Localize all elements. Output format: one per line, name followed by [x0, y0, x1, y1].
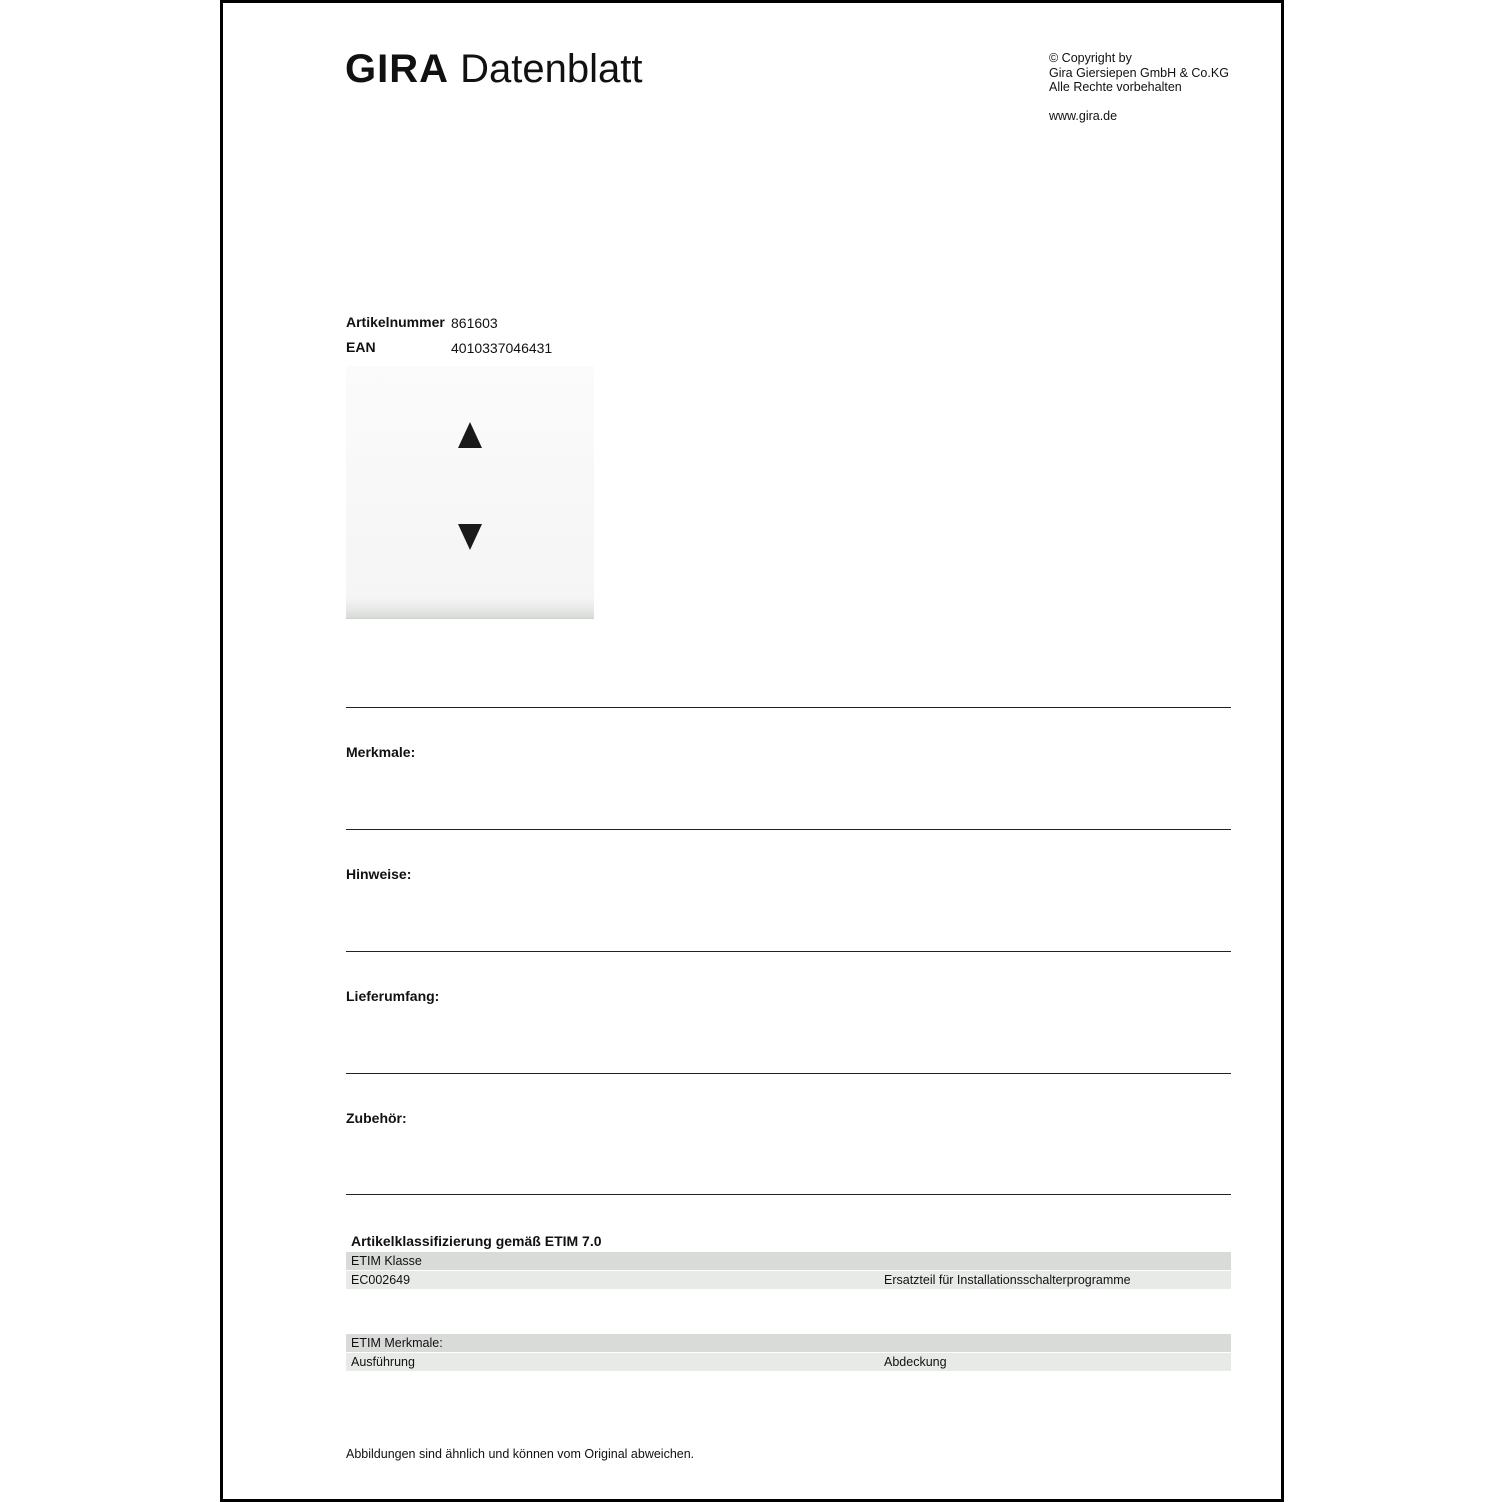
etim-features-header: ETIM Merkmale:: [351, 1336, 443, 1350]
etim-feature-row: [346, 1353, 1231, 1371]
copyright-line: Gira Giersiepen GmbH & Co.KG: [1049, 65, 1229, 80]
divider: [346, 1073, 1231, 1074]
brand-logo: GIRA: [345, 47, 449, 91]
section-zubehoer-label: Zubehör:: [346, 1110, 407, 1126]
etim-feature-name: Ausführung: [351, 1355, 415, 1369]
arrow-up-icon: [458, 422, 482, 448]
article-number-label: Artikelnummer: [346, 314, 445, 330]
footer-note: Abbildungen sind ähnlich und können vom Original abweichen.: [346, 1447, 695, 1461]
divider: [346, 829, 1231, 830]
divider: [346, 951, 1231, 952]
etim-feature-value: Abdeckung: [884, 1355, 947, 1369]
section-merkmale-label: Merkmale:: [346, 744, 416, 760]
section-hinweise-label: Hinweise:: [346, 866, 412, 882]
etim-class-header: ETIM Klasse: [351, 1254, 422, 1268]
copyright-line: © Copyright by: [1049, 51, 1132, 65]
website-link[interactable]: www.gira.de: [1049, 109, 1118, 123]
page-title: [345, 47, 642, 91]
divider: [346, 1194, 1231, 1195]
arrow-down-icon: [458, 524, 482, 550]
datasheet-page: [220, 0, 1284, 1502]
ean-value: 4010337046431: [451, 340, 553, 356]
etim-class-row: [346, 1271, 1231, 1289]
etim-title: Artikelklassifizierung gemäß ETIM 7.0: [351, 1233, 602, 1249]
section-lieferumfang-label: Lieferumfang:: [346, 988, 440, 1004]
copyright-line: Alle Rechte vorbehalten: [1049, 80, 1182, 94]
divider: [346, 707, 1231, 708]
product-image: [346, 366, 594, 618]
etim-class-name: Ersatzteil für Installationsschalterprogramme: [884, 1273, 1131, 1287]
etim-class-code: EC002649: [351, 1273, 411, 1287]
document-type: Datenblatt: [460, 47, 643, 91]
etim-class-header-row: [346, 1252, 1231, 1270]
ean-label: EAN: [346, 339, 376, 355]
copyright-notice: [1049, 51, 1229, 95]
etim-features-header-row: [346, 1334, 1231, 1352]
article-number-value: 861603: [451, 315, 498, 331]
